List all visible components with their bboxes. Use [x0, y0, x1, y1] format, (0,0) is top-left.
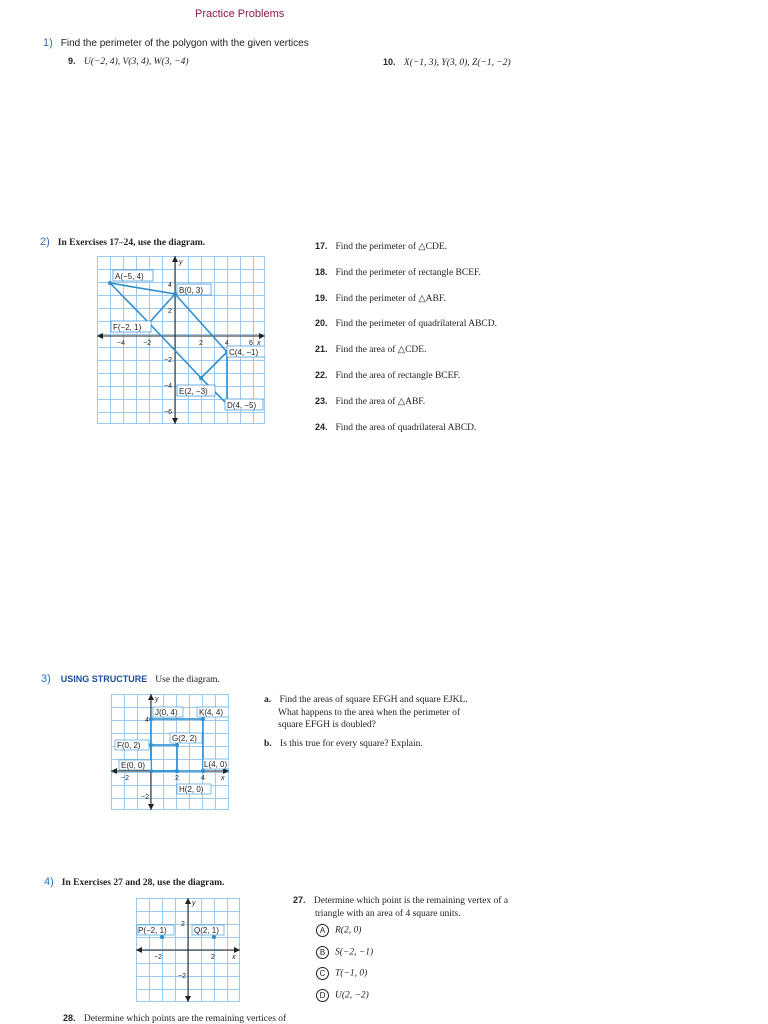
exercise-number: 21. [315, 344, 328, 355]
part-label: a. [264, 695, 272, 705]
exercise-text: Find the area of quadrilateral ABCD. [335, 422, 477, 433]
tick-label: −2 [164, 357, 172, 364]
label-b: B(0, 3) [179, 286, 204, 295]
exercise-text: Find the perimeter of rectangle BCEF. [335, 267, 481, 278]
x-axis-label: x [257, 340, 261, 347]
exercise-text: Find the area of △ABF. [335, 396, 426, 407]
question-number: 1) [43, 37, 53, 49]
option-letter-circle[interactable]: A [316, 924, 329, 937]
label-f: F(−2, 1) [113, 323, 142, 332]
exercise-number: 20. [315, 318, 328, 329]
exercise-text: U(−2, 4), V(3, 4), W(3, −4) [83, 57, 189, 67]
part-a-text: Find the areas of square EFGH and square EJKL. [279, 695, 468, 705]
label-p: P(−2, 1) [138, 926, 167, 935]
exercise-27-line-1 [293, 894, 508, 908]
part-a-line-3: square EFGH is doubled? [278, 720, 376, 730]
tick-label: 2 [181, 921, 185, 928]
option-letter-circle[interactable]: B [316, 946, 329, 959]
label-q: Q(2, 1) [194, 926, 219, 935]
exercise-23 [315, 396, 497, 422]
tick-label: −2 [143, 340, 151, 347]
label-j: J(0, 4) [155, 708, 178, 717]
x-axis-label: x [221, 775, 225, 782]
exercise-number: 28. [63, 1013, 76, 1023]
exercise-number: 23. [315, 395, 328, 406]
option-text: S(−2, −1) [335, 947, 374, 958]
option-text: R(2, 0) [335, 925, 362, 936]
option-text: T(−1, 0) [335, 968, 368, 979]
exercise-text: Determine which point is the remaining vertex of a [313, 896, 509, 906]
point-q [212, 935, 216, 939]
label-c: C(4, −1) [229, 348, 259, 357]
tick-label: −4 [117, 340, 125, 347]
tick-label: −2 [154, 954, 162, 961]
label-f: F(0, 2) [117, 741, 141, 750]
diagram-squares [111, 694, 229, 810]
label-h: H(2, 0) [179, 785, 204, 794]
x-axis-label: x [232, 954, 236, 961]
label-e: E(2, −3) [179, 387, 208, 396]
exercise-text: Find the perimeter of quadrilateral ABCD. [335, 319, 497, 330]
exercise-text: X(−1, 3), Y(3, 0), Z(−1, −2) [403, 58, 511, 68]
exercise-27-line-2: triangle with an area of 4 square units. [315, 908, 461, 919]
question-number: 3) [41, 673, 51, 685]
exercise-18 [315, 267, 497, 293]
part-label: b. [264, 738, 272, 749]
question-1 [43, 33, 309, 51]
exercise-27 [293, 894, 508, 920]
diagram-points-pq [136, 898, 240, 1002]
question-prompt: In Exercises 27 and 28, use the diagram. [61, 878, 225, 888]
label-d: D(4, −5) [227, 401, 257, 410]
answer-options [316, 924, 373, 1010]
exercise-number: 17. [315, 241, 328, 251]
exercise-24 [315, 422, 497, 448]
exercise-text: Find the area of △CDE. [335, 345, 427, 356]
question-number: 4) [44, 876, 54, 888]
exercise-number: 27. [293, 895, 306, 905]
page-title: Practice Problems [195, 8, 285, 20]
y-axis-label: y [155, 696, 159, 703]
tick-label: −2 [141, 794, 149, 801]
exercise-19 [315, 293, 497, 319]
label-k: K(4, 4) [199, 708, 224, 717]
option-text: U(2, −2) [335, 990, 369, 1001]
option-letter-circle[interactable]: D [316, 989, 329, 1002]
option-d[interactable] [316, 989, 373, 1011]
section-heading: USING STRUCTURE [60, 674, 148, 684]
label-l: L(4, 0) [204, 760, 228, 769]
y-axis-label: y [179, 259, 183, 266]
exercise-list-17-24 [315, 241, 497, 447]
exercise-number: 22. [315, 369, 328, 380]
question-prompt: In Exercises 17–24, use the diagram. [57, 238, 206, 248]
tick-label: −4 [164, 383, 172, 390]
tick-label: −2 [178, 973, 186, 980]
tick-label: −2 [121, 775, 129, 782]
exercise-text: Determine which points are the remaining vertices of [83, 1014, 287, 1024]
question-prompt: Use the diagram. [155, 675, 220, 685]
question-2 [40, 232, 205, 250]
y-axis-label: y [192, 900, 196, 907]
exercise-number: 24. [315, 421, 328, 432]
tick-label: 4 [201, 775, 205, 782]
question-3 [41, 669, 220, 687]
point-p [160, 935, 164, 939]
question-prompt: Find the perimeter of the polygon with the given vertices [60, 38, 309, 49]
tick-label: 4 [145, 717, 149, 724]
part-b [264, 738, 468, 751]
option-letter-circle[interactable]: C [316, 967, 329, 980]
exercise-9 [68, 56, 189, 67]
exercise-number: 19. [315, 292, 328, 303]
label-e: E(0, 0) [121, 761, 146, 770]
tick-label: −6 [164, 409, 172, 416]
option-c[interactable] [316, 967, 373, 989]
label-g: G(2, 2) [172, 734, 197, 743]
question-4 [44, 872, 224, 890]
label-a: A(−5, 4) [115, 272, 144, 281]
diagram-polygon-abcdef [97, 256, 265, 424]
exercise-text: Find the perimeter of △ABF. [335, 293, 446, 304]
tick-label: 4 [168, 282, 172, 289]
exercise-17 [315, 241, 497, 267]
option-a[interactable] [316, 924, 373, 946]
part-a [264, 694, 468, 707]
exercise-20 [315, 318, 497, 344]
tick-label: 6 [249, 340, 253, 347]
question-3-parts [264, 694, 468, 750]
question-number: 2) [40, 236, 50, 248]
tick-label: 4 [225, 340, 229, 347]
exercise-number: 18. [315, 266, 328, 277]
tick-label: 2 [199, 340, 203, 347]
part-a-line-2: What happens to the area when the perimeter of [278, 707, 461, 718]
tick-label: 2 [211, 954, 215, 961]
part-b-text: Is this true for every square? Explain. [280, 738, 423, 749]
tick-label: 2 [168, 308, 172, 315]
exercise-number: 9. [68, 56, 76, 66]
exercise-text: Find the area of rectangle BCEF. [335, 370, 461, 381]
exercise-22 [315, 370, 497, 396]
option-b[interactable] [316, 946, 373, 968]
exercise-28 [63, 1013, 286, 1024]
exercise-21 [315, 344, 497, 370]
exercise-text: Find the perimeter of △CDE. [335, 242, 448, 252]
exercise-10 [383, 57, 511, 68]
exercise-number: 10. [383, 57, 396, 67]
tick-label: 2 [175, 775, 179, 782]
